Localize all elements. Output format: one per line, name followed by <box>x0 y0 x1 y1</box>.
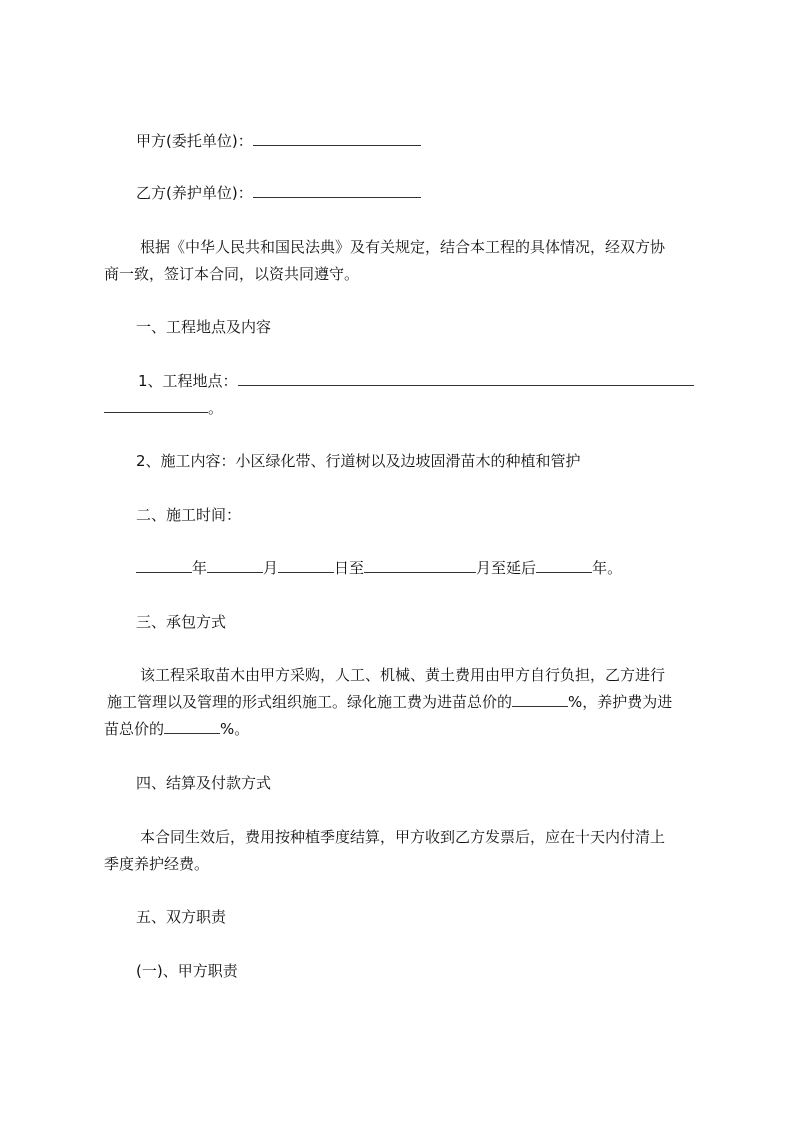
end-month-blank[interactable] <box>364 558 476 573</box>
party-a-label: 甲方(委托单位)： <box>136 132 253 150</box>
party-a-blank[interactable] <box>253 131 421 146</box>
maintenance-fee-blank[interactable] <box>164 719 220 734</box>
section3-line-3 <box>104 718 793 740</box>
start-year-blank[interactable] <box>136 558 192 573</box>
location-line-2 <box>104 397 793 419</box>
month-label: 月 <box>263 559 279 577</box>
section5-sub1: (一)、甲方职责 <box>136 962 238 980</box>
party-b-blank[interactable] <box>253 183 421 198</box>
intro-line-2: 商一致，签订本合同，以资共同遵守。 <box>104 265 360 283</box>
content-line: 2、施工内容：小区绿化带、行道树以及边坡固滑苗木的种植和管护 <box>136 452 581 470</box>
location-line <box>138 370 793 392</box>
maintenance-fee-text: %，养护费为进 <box>568 693 673 711</box>
location-blank-1[interactable] <box>238 371 694 386</box>
start-month-blank[interactable] <box>207 558 263 573</box>
section5-heading: 五、双方职责 <box>136 908 227 926</box>
time-line <box>136 557 793 579</box>
location-end: 。 <box>208 399 224 417</box>
party-a-line <box>136 130 793 152</box>
section3-heading: 三、承包方式 <box>136 613 227 631</box>
section3-line-2 <box>107 691 793 713</box>
percent-end-text: %。 <box>220 720 250 738</box>
section3-line-1: 该工程采取苗木由甲方采购，人工、机械、黄土费用由甲方自行负担，乙方进行 <box>140 666 666 684</box>
construction-fee-text: 施工管理以及管理的形式组织施工。绿化施工费为进苗总价的 <box>107 693 513 711</box>
section2-heading: 二、施工时间： <box>136 506 242 524</box>
month-extend-label: 月至延后 <box>476 559 537 577</box>
day-to-label: 日至 <box>334 559 365 577</box>
location-label: 1、工程地点： <box>138 372 238 390</box>
section4-line-2: 季度养护经费。 <box>104 855 210 873</box>
location-blank-2[interactable] <box>104 398 208 413</box>
party-b-line <box>136 182 793 204</box>
party-b-label: 乙方(养护单位)： <box>136 184 253 202</box>
construction-fee-blank[interactable] <box>512 692 568 707</box>
section4-heading: 四、结算及付款方式 <box>136 774 272 792</box>
year-end-label: 年。 <box>592 559 623 577</box>
year-label: 年 <box>192 559 208 577</box>
start-day-blank[interactable] <box>278 558 334 573</box>
section4-line-1: 本合同生效后，费用按种植季度结算，甲方收到乙方发票后，应在十天内付清上 <box>140 828 666 846</box>
extend-year-blank[interactable] <box>536 558 592 573</box>
total-price-text: 苗总价的 <box>104 720 165 738</box>
intro-line-1: 根据《中华人民共和国民法典》及有关规定，结合本工程的具体情况，经双方协 <box>140 238 666 256</box>
section1-heading: 一、工程地点及内容 <box>136 318 272 336</box>
